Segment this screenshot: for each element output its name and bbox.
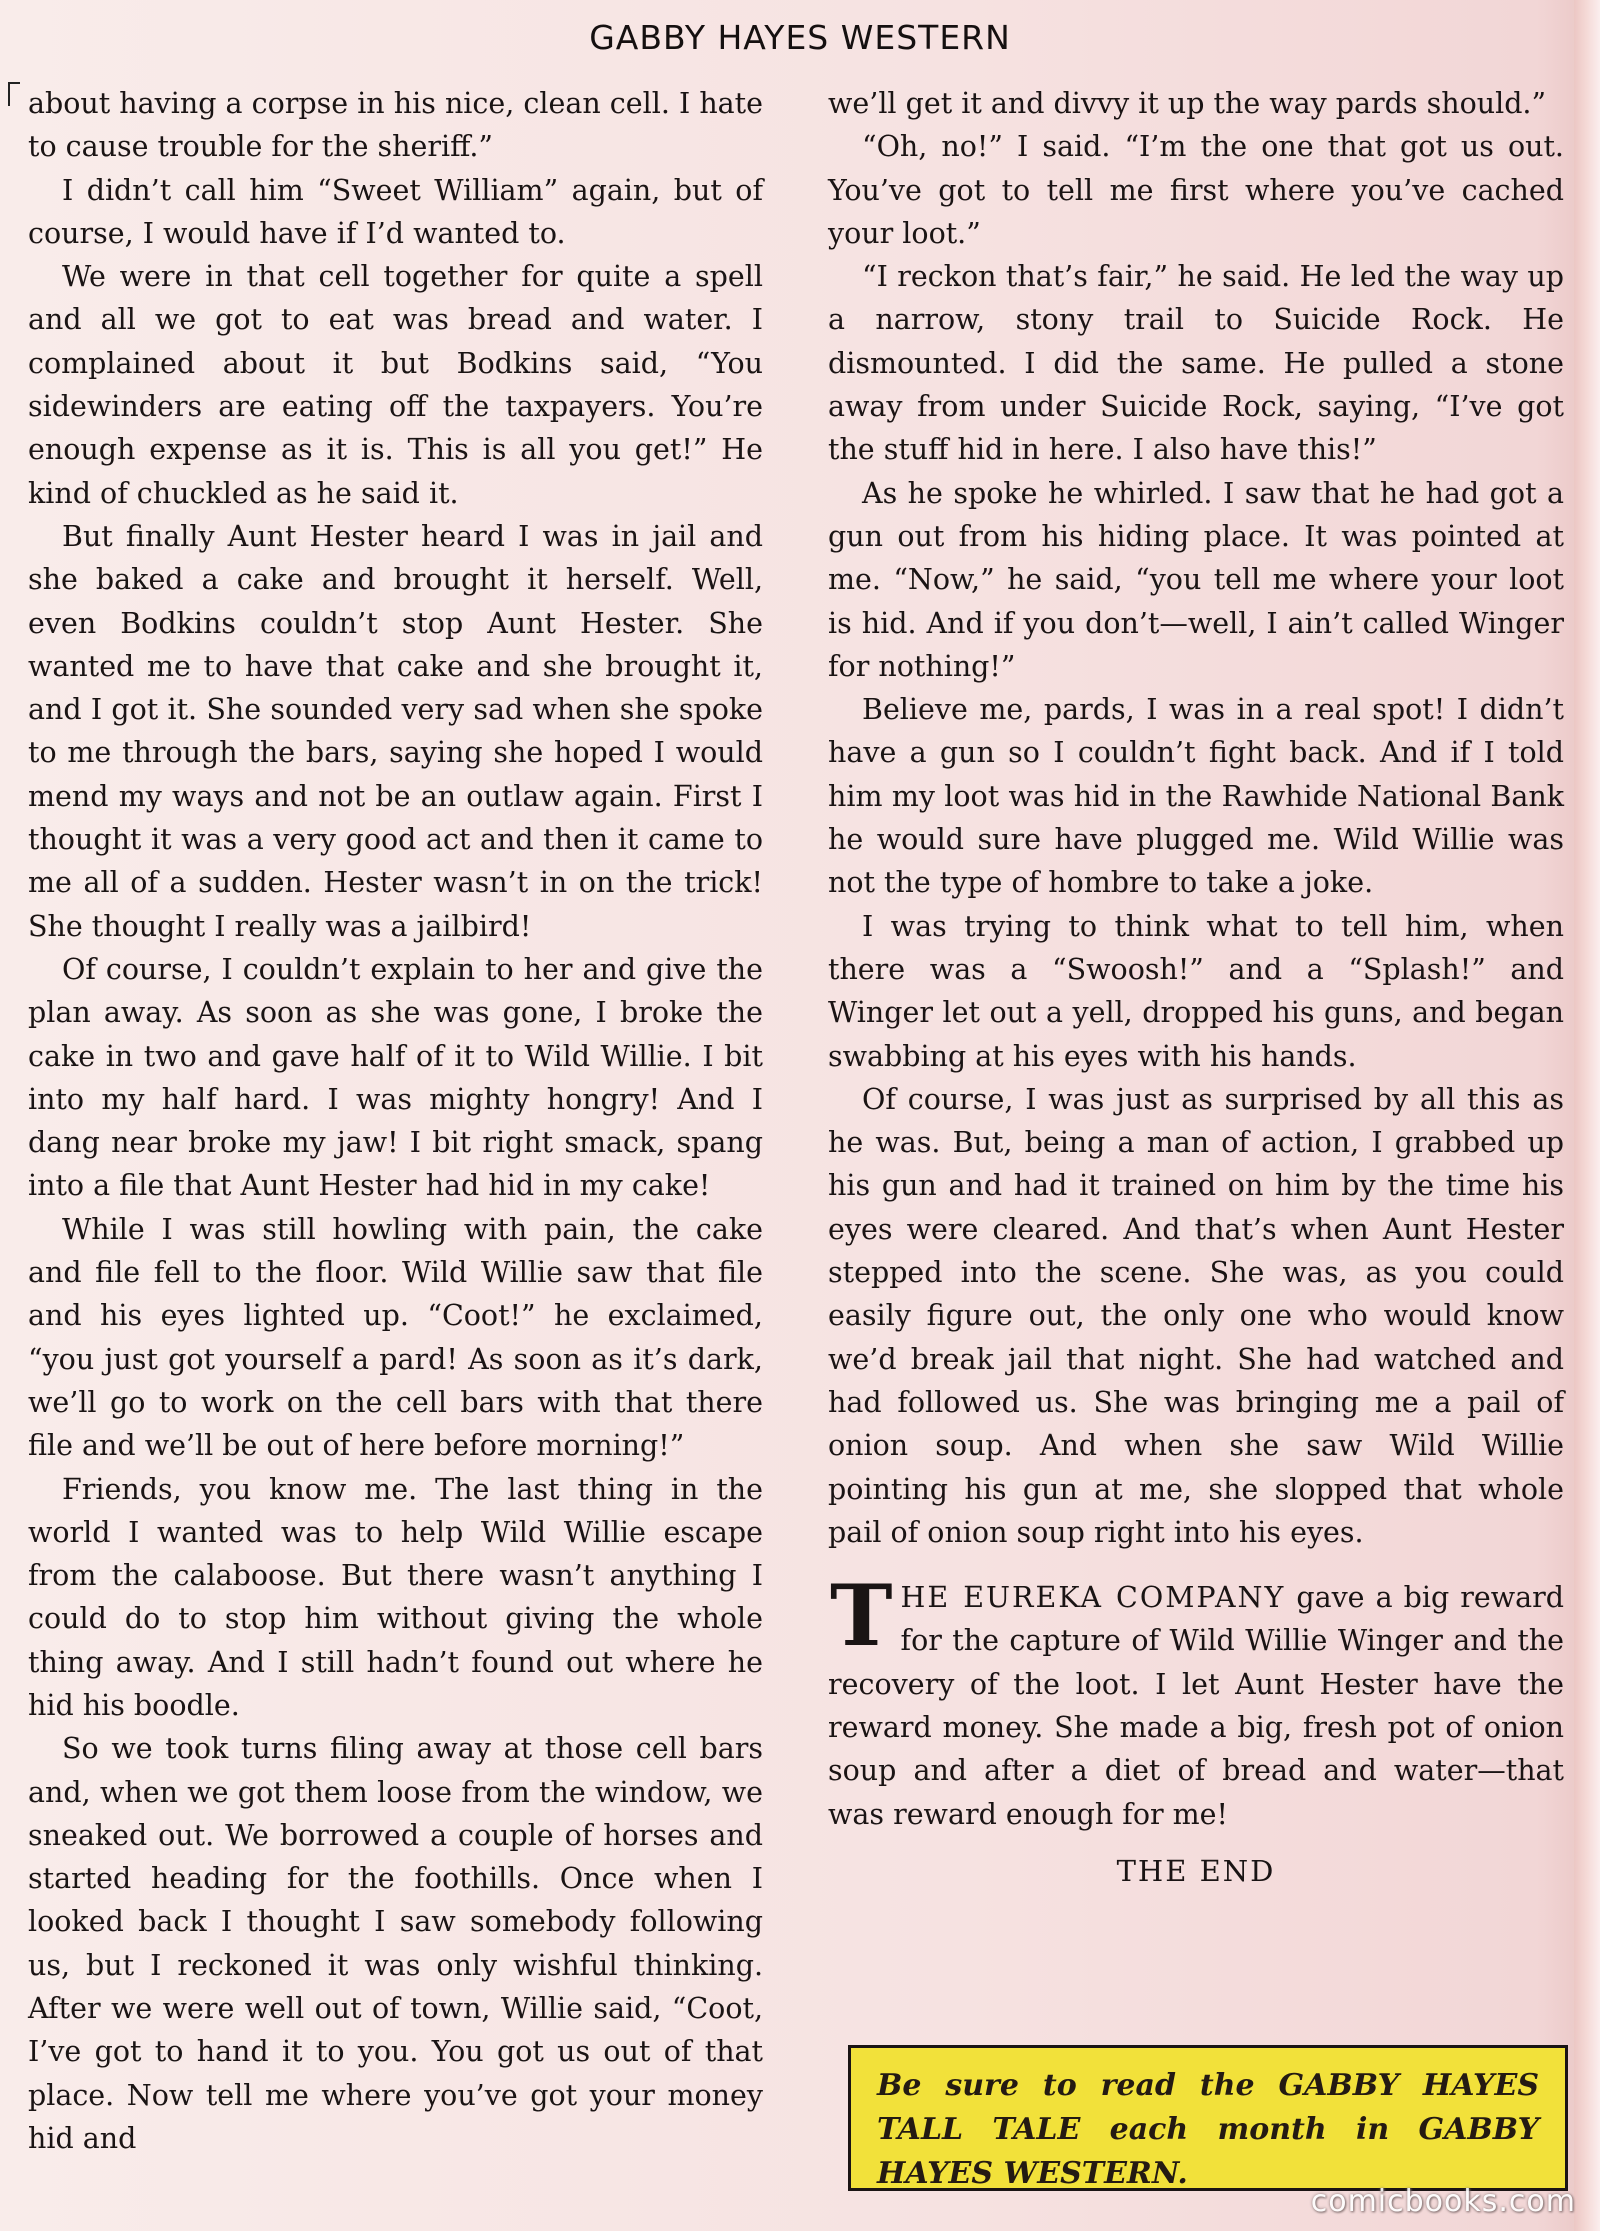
paragraph: “Oh, no!” I said. “I’m the one that got us out. You’ve got to tell me first where you’ve cached your loot.” [828,130,1564,250]
paragraph: “I reckon that’s fair,” he said. He led the way up a narrow, stony trail to Suicide Rock. He dismounted. I did the same. He pulled a stone away from under Suicide Rock, saying, “I’ve got the stuff hid in here. I also have this!” [828,260,1564,467]
paragraph: So we took turns filing away at those cell bars and, when we got them loose from the window, we sneaked out. We borrowed a couple of horses and started heading for the foothills. Once when I looked back I thought I saw somebody following us, but I reckoned it was only wishful thinking. After we were well out of town, Willie said, “Coot, I’ve got to hand it to you. You got us out of that place. Now tell me where you’ve got your money hid and [28,1732,763,2155]
watermark: comicbooks.com [1310,2184,1576,2219]
page-edge [1574,0,1600,2231]
paragraph: I was trying to think what to tell him, when there was a “Swoosh!” and a “Splash!” and Winger let out a yell, dropped his guns, and began swabbing at his eyes with his hands. [828,909,1564,1073]
promo-box: Be sure to read the GABBY HAYES TALL TALE each month in GABBY HAYES WESTERN. [848,2045,1568,2191]
paragraph: We were in that cell together for quite a spell and all we got to eat was bread and water. I complained about it but Bodkins said, “You sidewinders are eating off the taxpayers. You’re enough expense as it is. This is all you get!” He kind of chuckled as he said it. [28,260,763,510]
paragraph: While I was still howling with pain, the cake and file fell to the floor. Wild Willie saw that file and his eyes lighted up. “Coot!” he exclaimed, “you just got yourself a pard! As soon as it’s dark, we’ll go to work on the cell bars with that there file and we’ll be out of here before morning!” [28,1212,763,1463]
right-column [828,82,1564,1893]
paragraph: Of course, I was just as surprised by all this as he was. But, being a man of action, I grabbed up his gun and had it trained on him by the time his eyes were cleared. And that’s when Aunt Hester stepped into the scene. She was, as you could easily figure out, the only one who would know we’d break jail that night. She had watched and had followed us. She was bringing me a pail of onion soup. And when she saw Wild Willie pointing his gun at me, she slopped that whole pail of onion soup right into his eyes. [828,1082,1564,1549]
final-paragraph [828,1566,1564,1836]
corner-mark [8,82,20,106]
paragraph: Believe me, pards, I was in a real spot! I didn’t have a gun so I couldn’t fight back. And if I told him my loot was hid in the Rawhide National Bank he would sure have plugged me. Wild Willie was not the type of hombre to take a joke. [828,693,1564,900]
page-header: GABBY HAYES WESTERN [589,18,1011,57]
paragraph: we’ll get it and divvy it up the way pards should.” [828,87,1547,120]
drop-cap: T [830,1566,893,1666]
the-end-label: THE END [1116,1853,1276,1888]
final-paragraph-text: gave a big reward for the capture of Wild Willie Winger and the recovery of the loot. I let Aunt Hester have the reward money. She made a big, fresh pot of onion soup and after a diet of bread and water—that was reward enough for me! [828,1581,1564,1831]
paragraph: As he spoke he whirled. I saw that he had got a gun out from his hiding place. It was pointed at me. “Now,” he said, “you tell me where your loot is hid. And if you don’t—well, I ain’t called Winger for nothing!” [828,476,1564,683]
final-paragraph-lead: HE EUREKA COMPANY [900,1581,1286,1615]
paragraph: But finally Aunt Hester heard I was in jail and she baked a cake and brought it herself. Well, even Bodkins couldn’t stop Aunt Hester. She wanted me to have that cake and she brought it, and I got it. She sounded very sad when she spoke to me through the bars, saying she hoped I would mend my ways and not be an outlaw again. First I thought it was a very good act and then it came to me all of a sudden. Hester wasn’t in on the trick! She thought I really was a jailbird! [28,519,763,943]
left-column [28,82,763,2160]
paragraph: I didn’t call him “Sweet William” again, but of course, I would have if I’d wanted to. [28,173,763,250]
paragraph: Of course, I couldn’t explain to her and give the plan away. As soon as she was gone, I broke the cake in two and gave half of it to Wild Willie. I bit into my half hard. I was mighty hongry! And I dang near broke my jaw! I bit right smack, spang into a file that Aunt Hester had hid in my cake! [28,952,763,1203]
paragraph: Friends, you know me. The last thing in the world I wanted was to help Wild Willie escape from the calaboose. But there wasn’t anything I could do to stop him without giving the whole thing away. And I still hadn’t found out where he hid his boodle. [28,1472,763,1722]
paragraph: about having a corpse in his nice, clean cell. I hate to cause trouble for the sheriff.” [28,87,763,164]
